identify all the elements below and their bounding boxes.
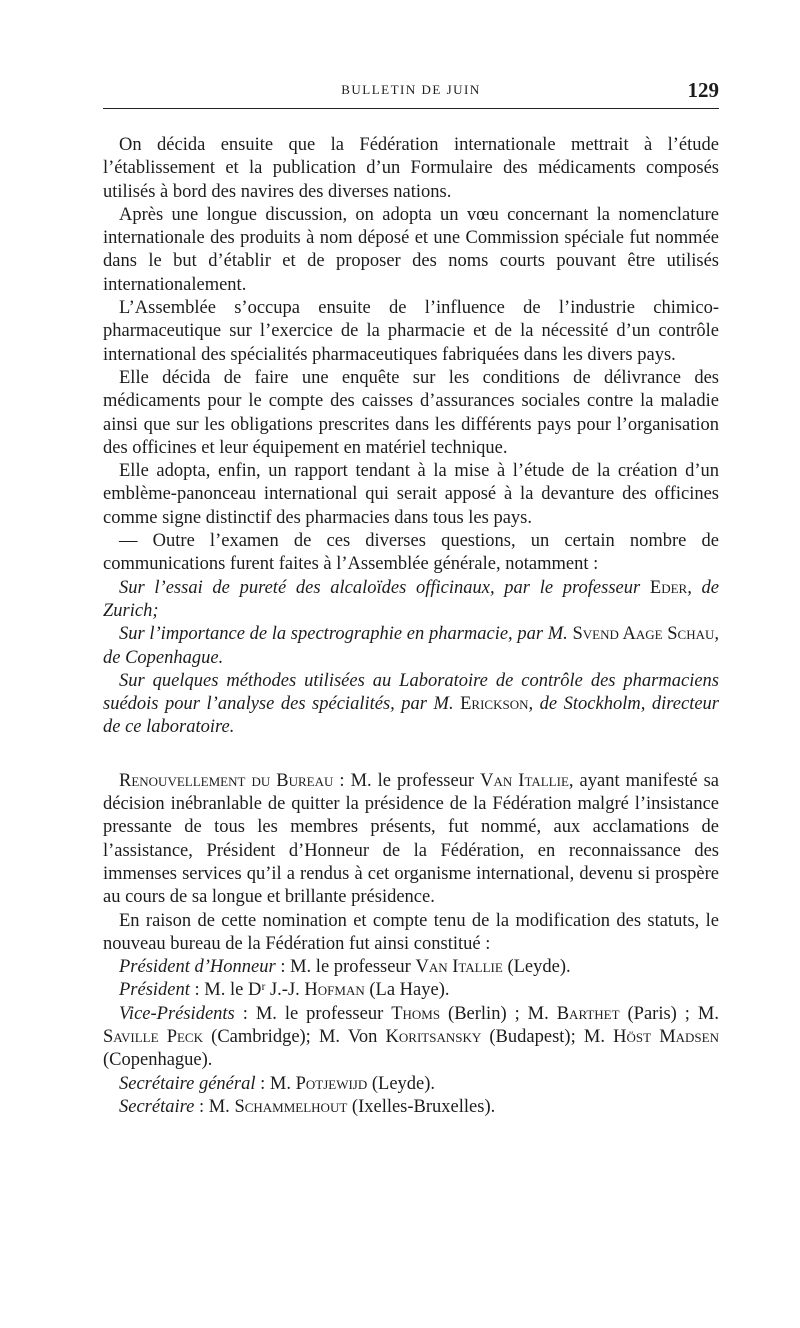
role-label: Président [119,980,190,1001]
bureau-text: : M. le Dʳ J.-J. [189,980,305,1001]
communication-author: Erickson [460,694,529,715]
paragraph: On décida ensuite que la Fédération internationale mettrait à l’étude l’établissement et la publication d’un Formulaire des médicaments composés utilisés à bord des navires des diverses nations. [103,135,719,202]
bureau-text: (Paris) ; M. [619,1003,719,1024]
role-label: Vice-Présidents [119,1003,235,1024]
person-name: Potjewijd [295,1073,368,1094]
body-text [103,134,719,1119]
bureau-text: : M. le professeur [275,957,416,978]
communication-place: , de Stockholm, directeur de ce laboratoire. [103,694,720,738]
communication-place: , de Copenhague. [103,624,719,668]
bureau-text: (Berlin) ; M. [440,1003,557,1024]
paragraph: Elle décida de faire une enquête sur les conditions de délivrance des médicaments pour le compte des caisses d’assurances sociales contre la maladie ainsi que sur les obligations prescrites dans les différents pays pour l’organisation des officines et leur équipement en matériel technique. [103,367,719,458]
communication-title: Sur l’importance de la spectrographie en pharmacie, par M. [119,624,573,645]
section-gap [103,740,719,770]
bureau-text: (Copenhague). [103,1050,213,1071]
bureau-line-secretary-general [103,1073,719,1096]
paragraph: — Outre l’examen de ces diverses questions, un certain nombre de communications furent faites à l’Assemblée générale, notamment : [103,531,719,575]
person-name: Schammelhout [234,1096,348,1117]
communication-title: Sur quelques méthodes utilisées au Laboratoire de contrôle des pharmaciens suédois pour l’analyse des spécialités, par M. [103,670,719,715]
person-name: Hofman [304,980,365,1001]
person-name: Van Itallie [480,770,569,791]
communication-item [103,623,719,670]
role-label: Président d’Honneur [119,957,276,978]
renewal-paragraph [103,770,719,910]
bureau-text: : M. le professeur [234,1003,392,1024]
renewal-text: , ayant manifesté sa décision inébranlable de quitter la présidence de la Fédération malgré l’insistance pressante de tous les membres présents, fut nommé, aux acclamations de l’assistance, Président d’Honneur de la Fédération, en reconnaissance des immenses services qu’il a rendus à cet organisme international, devenu si prospère au cours de sa longue et brillante présidence. [103,770,719,908]
person-name: Barthet [556,1003,620,1024]
section-heading: Renouvellement du Bureau [119,770,334,791]
running-title: BULLETIN DE JUIN [341,82,481,97]
communication-item [103,577,719,624]
bureau-line-honorary [103,956,719,979]
person-name: Van Itallie [415,957,503,978]
bureau-text: : M. [194,1096,235,1117]
paragraph: En raison de cette nomination et compte tenu de la modification des statuts, le nouveau bureau de la Fédération fut ainsi constitué : [103,910,719,954]
role-label: Secrétaire général [119,1073,256,1094]
communication-place: , de Zurich; [103,577,719,621]
communication-item [103,670,719,740]
person-name: Thoms [391,1003,441,1024]
communication-title: Sur l’essai de pureté des alcaloïdes officinaux, par le professeur [119,577,650,598]
paragraph: Elle adopta, enfin, un rapport tendant à la mise à l’étude de la création d’un emblème-panonceau international qui serait apposé à la devanture des officines comme signe distinctif des pharmacies dans tous les pays. [103,461,719,528]
person-name: Höst Madsen [613,1026,719,1047]
bureau-text: (Leyde). [367,1073,436,1094]
bureau-text: : M. [255,1073,296,1094]
bureau-text: (La Haye). [364,980,450,1001]
role-label: Secrétaire [119,1096,195,1117]
bureau-line-president [103,979,719,1002]
paragraph: Après une longue discussion, on adopta un vœu concernant la nomenclature internationale des produits à nom déposé et une Commission spéciale fut nommée dans le but d’établir et de proposer des noms courts pouvant être utilisés internationalement. [103,204,719,295]
page-number: 129 [687,78,719,102]
bureau-line-vice-presidents [103,1003,719,1073]
bureau-text: (Ixelles-Bruxelles). [347,1096,496,1117]
bureau-text: (Leyde). [502,957,571,978]
renewal-text: : M. le professeur [333,770,481,791]
communication-author: Svend Aage Schau [572,624,715,645]
bureau-text: (Budapest); M. [481,1026,614,1047]
bureau-line-secretary [103,1096,719,1119]
person-name: Saville Peck [103,1026,203,1047]
page-header [103,78,719,102]
bureau-text: (Cambridge); M. Von [203,1026,386,1047]
person-name: Koritsansky [385,1026,482,1047]
paragraph: L’Assemblée s’occupa ensuite de l’influence de l’industrie chimico-pharmaceutique sur l’exercice de la pharmacie et de la nécessité d’un contrôle international des spécialités pharmaceutiques fabriquées dans les divers pays. [103,298,719,365]
header-rule [103,108,719,109]
communication-author: Eder [649,577,688,598]
